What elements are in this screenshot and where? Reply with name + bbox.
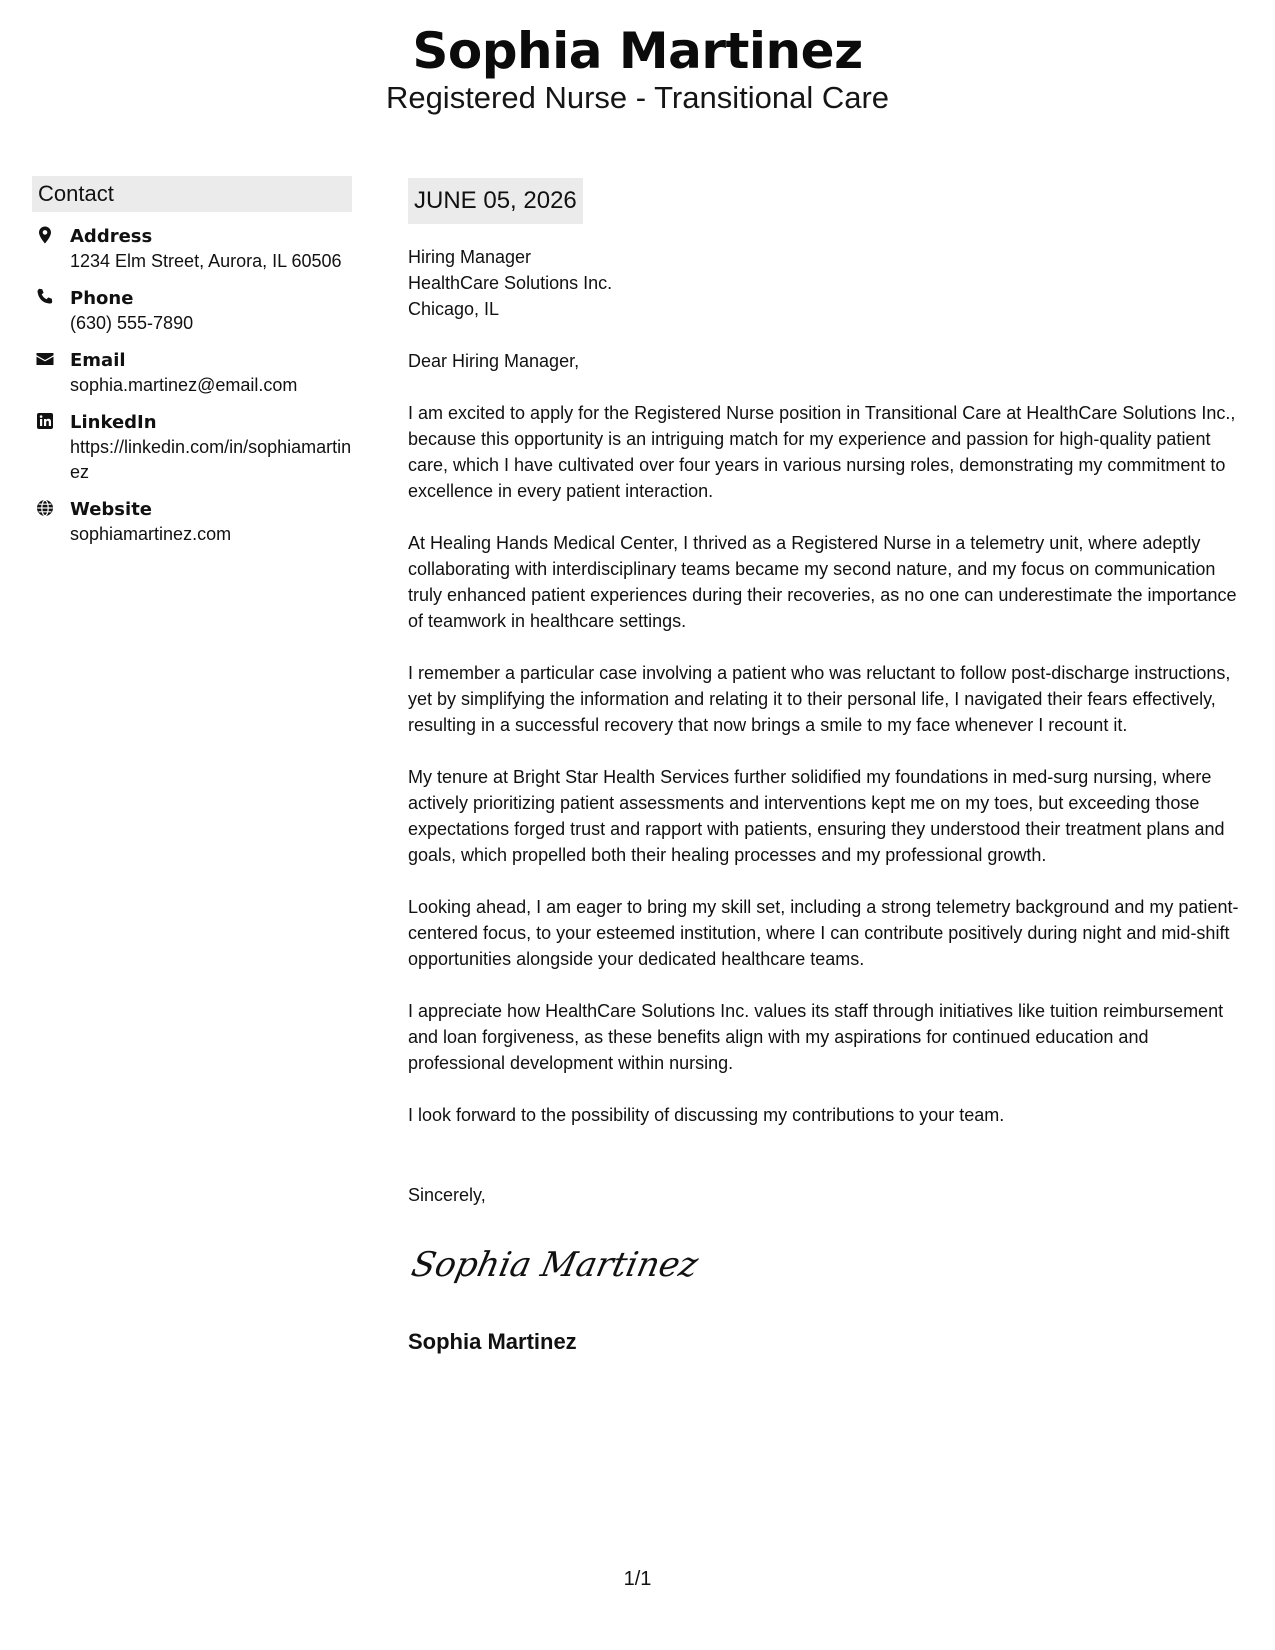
globe-icon (35, 498, 55, 518)
contact-address (32, 224, 352, 274)
body-paragraph: At Healing Hands Medical Center, I thrived as a Registered Nurse in a telemetry unit, where adeptly collaborating with interdisciplinary teams became my second nature, and my focus on communication truly enhanced patient experiences during their recoveries, as no one can underestimate the importance of teamwork in healthcare settings. (408, 533, 1237, 631)
body-paragraph: I appreciate how HealthCare Solutions Inc. values its staff through initiatives like tuition reimbursement and loan forgiveness, as these benefits align with my aspirations for continued education and professional development within nursing. (408, 1001, 1224, 1073)
contact-label: LinkedIn (70, 412, 157, 433)
contact-label: Address (70, 226, 153, 247)
recipient-line: HealthCare Solutions Inc. (408, 273, 613, 293)
signed-name: Sophia Martinez (408, 1329, 577, 1354)
job-title: Registered Nurse - Transitional Care (385, 80, 890, 115)
recipient-block (408, 244, 1250, 322)
phone-icon (35, 287, 55, 307)
contact-website (32, 497, 352, 547)
address-value: 1234 Elm Street, Aurora, IL 60506 (70, 251, 342, 271)
contact-label: Phone (70, 288, 134, 309)
recipient-line: Chicago, IL (408, 299, 500, 319)
contact-heading: Contact (32, 176, 352, 212)
salutation: Dear Hiring Manager, (408, 351, 580, 371)
letter-body (408, 178, 1250, 1356)
linkedin-icon (35, 411, 55, 431)
contact-label: Email (70, 350, 126, 371)
page-number: 1/1 (623, 1568, 652, 1590)
website-value[interactable]: sophiamartinez.com (70, 524, 232, 544)
letter-header (0, 22, 1275, 116)
map-pin-icon (35, 225, 55, 245)
body-paragraph: Looking ahead, I am eager to bring my skill set, including a strong telemetry background and my patient-centered focus, to your esteemed institution, where I can contribute positively during night and mid-shift opportunities alongside your dedicated healthcare teams. (408, 897, 1239, 969)
contact-label: Website (70, 499, 153, 520)
recipient-line: Hiring Manager (408, 247, 532, 267)
letter-date: JUNE 05, 2026 (408, 178, 583, 224)
applicant-name: Sophia Martinez (412, 22, 863, 80)
body-paragraph: I look forward to the possibility of discussing my contributions to your team. (408, 1105, 1005, 1125)
envelope-icon (35, 349, 55, 369)
signature-text: Sophia Martinez (408, 1245, 702, 1285)
closing: Sincerely, (408, 1185, 486, 1205)
contact-phone (32, 286, 352, 336)
body-paragraph: I am excited to apply for the Registered Nurse position in Transitional Care at HealthCare Solutions Inc., because this opportunity is an intriguing match for my experience and passion for high-quality patient care, which I have cultivated over four years in various nursing roles, demonstrating my commitment to excellence in every patient interaction. (408, 403, 1236, 501)
linkedin-value[interactable]: https://linkedin.com/in/sophiamartinez (70, 437, 352, 482)
contact-sidebar (32, 176, 352, 547)
contact-email (32, 348, 352, 398)
handwritten-signature (408, 1238, 702, 1288)
body-paragraph: My tenure at Bright Star Health Services further solidified my foundations in med-surg nursing, where actively prioritizing patient assessments and interventions kept me on my toes, but exceeding those expectations forged trust and rapport with patients, ensuring they understood their treatment plans and goals, which propelled both their healing processes and my professional growth. (408, 767, 1225, 865)
contact-linkedin (32, 410, 352, 485)
body-paragraph: I remember a particular case involving a patient who was reluctant to follow post-discharge instructions, yet by simplifying the information and relating it to their personal life, I navigated their fears effectively, resulting in a successful recovery that now brings a smile to my face whenever I recount it. (408, 663, 1231, 735)
phone-value: (630) 555-7890 (70, 313, 194, 333)
email-value[interactable]: sophia.martinez@email.com (70, 375, 298, 395)
